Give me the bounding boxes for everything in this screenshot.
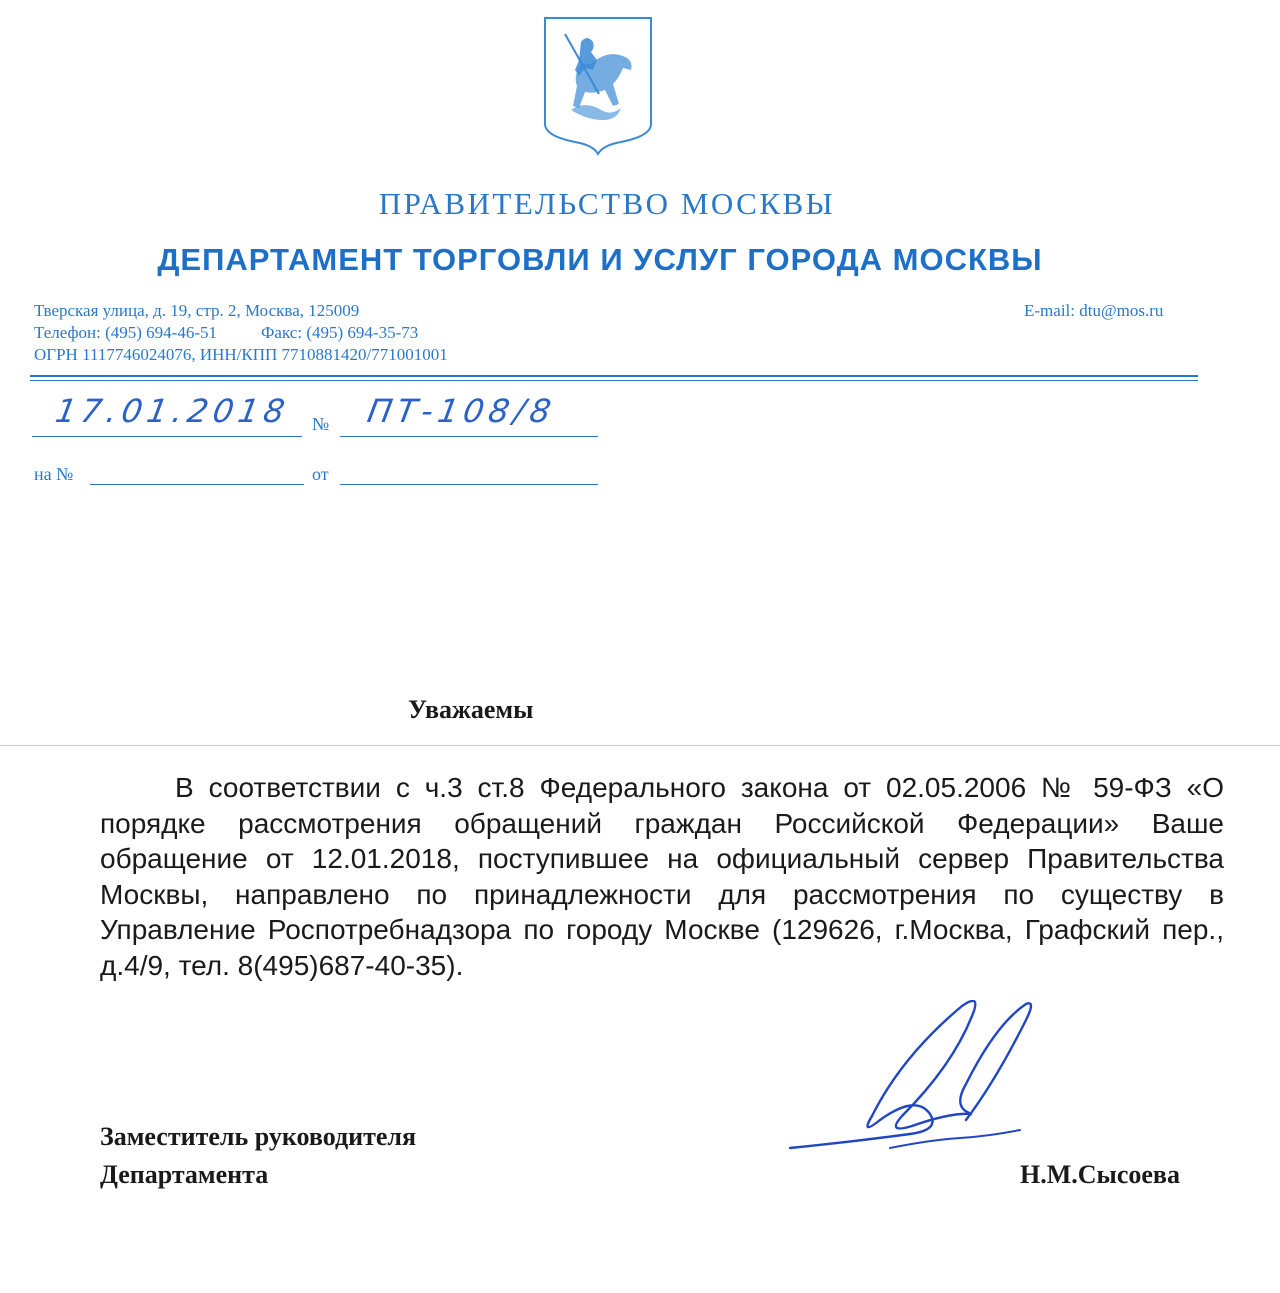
email-text: E-mail: dtu@mos.ru: [1024, 301, 1164, 320]
signatory-name: Н.М.Сысоева: [1020, 1160, 1180, 1189]
signatory-department: Департамента: [100, 1160, 269, 1189]
greeting: Уважаемы: [408, 695, 534, 724]
signature-icon: [780, 1000, 1080, 1160]
phone-fax-line: [34, 323, 418, 343]
letter-body: В соответствии с ч.3 ст.8 Федерального закона от 02.05.2006 № 59-ФЗ «О порядке рассмотрения обращений граждан Российской Федерации» Ваше обращение от 12.01.2018, поступившее на официальный сервер Правительства Москвы, направлено по принадлежности для рассмотрения по существу в Управление Роспотребнадзора по городу Москве (129626, г.Москва, Графский пер., д.4/9, тел. 8(495)687-40-35).: [100, 772, 1224, 981]
number-label: №: [312, 414, 330, 434]
signatory-role: Заместитель руководителя: [100, 1122, 417, 1151]
phone-text: Телефон: (495) 694-46-51: [34, 323, 217, 342]
ogrn-text: ОГРН 1117746024076, ИНН/КПП 7710881420/771001001: [34, 345, 448, 364]
handwritten-date: 17.01.2018: [52, 392, 293, 430]
moscow-coat-of-arms-icon: [541, 14, 655, 156]
fax-text: Факс: (495) 694-35-73: [261, 323, 419, 342]
date-underline: [32, 436, 302, 437]
letterhead-divider-thin: [30, 380, 1198, 381]
reference-underline: [90, 484, 304, 485]
address-text: Тверская улица, д. 19, стр. 2, Москва, 125009: [34, 301, 360, 320]
reference-label: на №: [34, 464, 74, 484]
page-fold-line: [0, 745, 1280, 746]
number-underline: [340, 436, 598, 437]
from-label: от: [312, 464, 329, 484]
from-underline: [340, 484, 598, 485]
handwritten-number: ПТ-108/8: [364, 392, 559, 430]
department-title: ДЕПАРТАМЕНТ ТОРГОВЛИ И УСЛУГ ГОРОДА МОСКВЫ: [157, 242, 1043, 277]
letterhead-divider: [30, 375, 1198, 377]
government-title: ПРАВИТЕЛЬСТВО МОСКВЫ: [378, 186, 836, 221]
